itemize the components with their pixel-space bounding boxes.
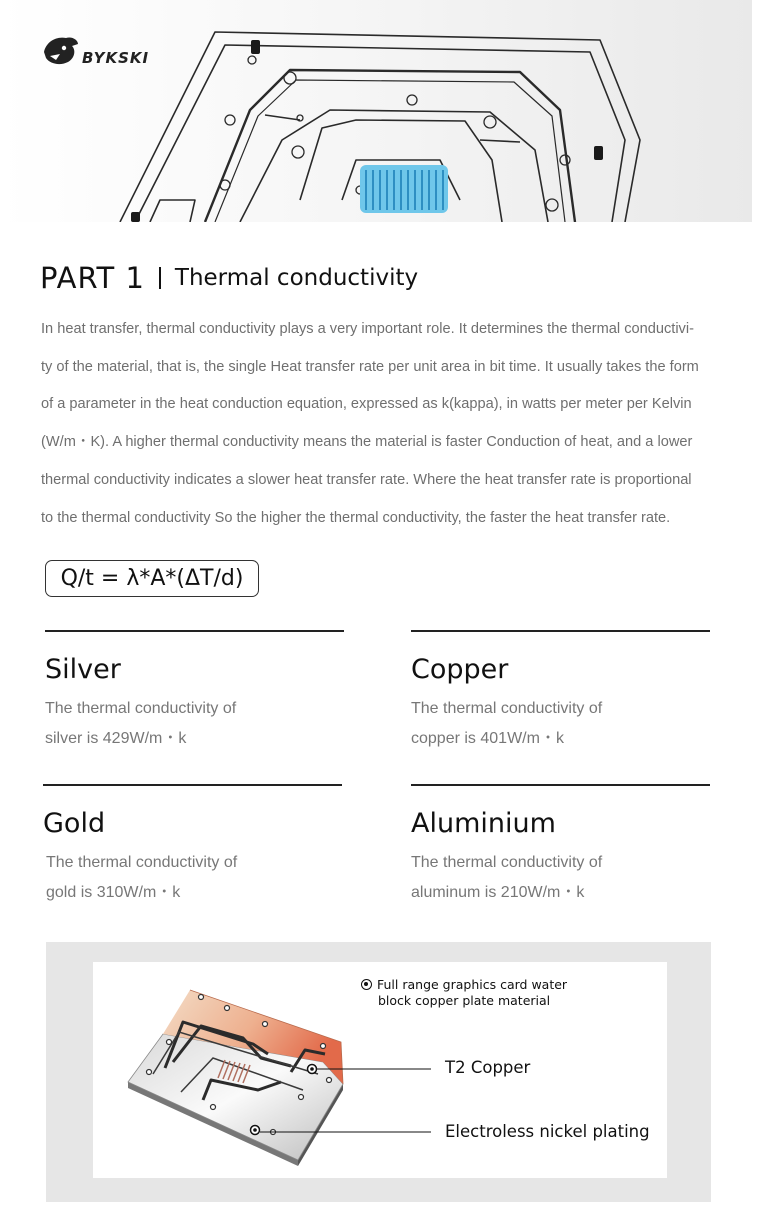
metal-card-aluminium (411, 784, 711, 908)
title-divider (159, 267, 161, 289)
bullet-icon (361, 979, 372, 990)
divider (411, 784, 710, 786)
part-number: PART 1 (40, 261, 145, 295)
intro-paragraph (41, 311, 716, 537)
metal-desc-line2: copper is 401W/m・k (411, 730, 564, 747)
material-note (361, 977, 567, 1009)
intro-line: ty of the material, that is, the single Heat transfer rate per unit area in bit time. It usually takes the form (41, 358, 699, 375)
metal-name: Aluminium (411, 808, 556, 839)
intro-line: thermal conductivity indicates a slower heat transfer rate. Where the heat transfer rate is proportional (41, 471, 692, 488)
metal-desc-line1: The thermal conductivity of (411, 700, 603, 717)
metal-card-gold (43, 784, 343, 908)
callout-t2-copper: T2 Copper (445, 1058, 531, 1077)
note-line1: Full range graphics card water (377, 977, 568, 992)
metal-name: Copper (411, 654, 509, 685)
diagram-card (93, 962, 667, 1178)
metal-desc-line2: aluminum is 210W/m・k (411, 884, 585, 901)
intro-line: (W/m・K). A higher thermal conductivity means the material is faster Conduction of heat, and a lower (41, 434, 693, 451)
section-heading: Thermal conductivity (174, 265, 419, 291)
note-line2: block copper plate material (378, 993, 551, 1008)
metal-card-copper (411, 630, 711, 754)
material-diagram-panel (46, 942, 711, 1202)
section-title (40, 258, 418, 298)
brand-logo-text: BYKSKI (82, 49, 150, 67)
metal-desc-line1: The thermal conductivity of (411, 854, 603, 871)
metal-card-silver (45, 630, 345, 754)
metal-desc-line1: The thermal conductivity of (45, 700, 237, 717)
divider (43, 784, 342, 786)
intro-line: of a parameter in the heat conduction equation, expressed as k(kappa), in watts per meter per Kelvin (41, 396, 692, 413)
metal-desc-line1: The thermal conductivity of (46, 854, 238, 871)
metal-name: Silver (45, 654, 121, 685)
metal-desc-line2: silver is 429W/m・k (45, 730, 187, 747)
intro-line: In heat transfer, thermal conductivity plays a very important role. It determines the thermal conductivi- (41, 321, 694, 337)
metal-desc-line2: gold is 310W/m・k (46, 884, 181, 901)
formula-box: Q/t = λ*A*(ΔT/d) (45, 560, 259, 597)
divider (411, 630, 710, 632)
intro-line: to the thermal conductivity So the higher the thermal conductivity, the faster the heat transfer rate. (41, 509, 671, 526)
hero-product-image (0, 0, 752, 222)
metal-name: Gold (43, 808, 106, 839)
divider (45, 630, 344, 632)
callout-nickel-plating: Electroless nickel plating (445, 1122, 650, 1141)
